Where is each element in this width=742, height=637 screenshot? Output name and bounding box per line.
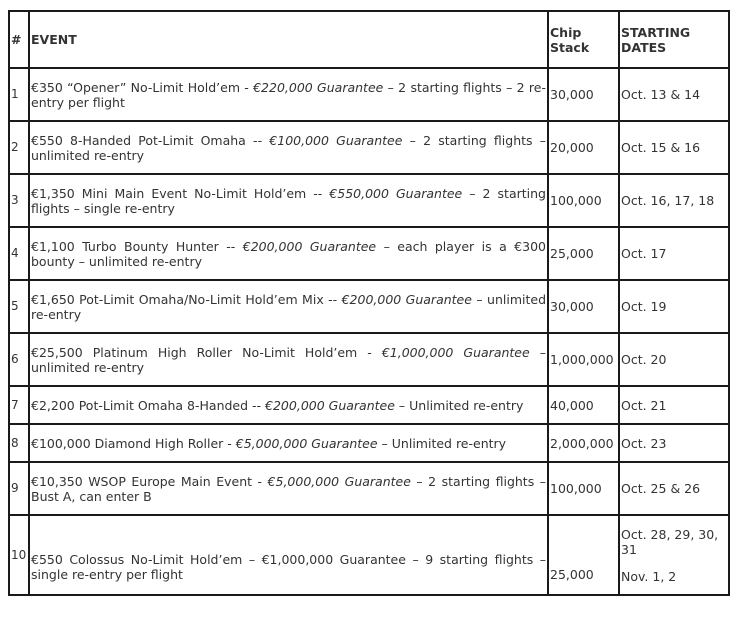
starting-dates [619, 515, 729, 595]
starting-dates: Oct. 21 [619, 386, 729, 424]
header-chip-stack: Chip Stack [548, 11, 619, 68]
event-description [29, 174, 548, 227]
event-description [29, 333, 548, 386]
event-details: – each player is a €300 bounty – unlimited re-entry [31, 238, 546, 269]
event-name: €1,650 Pot-Limit Omaha/No-Limit Hold’em Mix -- [31, 291, 342, 307]
chip-stack: 30,000 [548, 68, 619, 121]
starting-dates: Oct. 16, 17, 18 [619, 174, 729, 227]
chip-stack: 100,000 [548, 462, 619, 515]
event-description [29, 424, 548, 462]
chip-stack: 2,000,000 [548, 424, 619, 462]
header-starting-dates: STARTING DATES [619, 11, 729, 68]
event-description [29, 227, 548, 280]
table-row [9, 174, 729, 227]
table-row [9, 280, 729, 333]
event-number: 8 [9, 424, 29, 462]
starting-dates: Oct. 15 & 16 [619, 121, 729, 174]
event-name: €25,500 Platinum High Roller No-Limit Hold’em - [31, 344, 382, 360]
starting-dates: Oct. 17 [619, 227, 729, 280]
table-row [9, 386, 729, 424]
table-row [9, 227, 729, 280]
event-name: €1,350 Mini Main Event No-Limit Hold’em -- [31, 185, 330, 201]
chip-stack: 25,000 [548, 227, 619, 280]
event-name: €10,350 WSOP Europe Main Event - [31, 473, 268, 489]
chip-stack: 20,000 [548, 121, 619, 174]
chip-stack: 25,000 [548, 515, 619, 595]
event-guarantee: €220,000 Guarantee [253, 79, 384, 95]
event-name: €1,100 Turbo Bounty Hunter -- [31, 238, 243, 254]
event-description [29, 386, 548, 424]
event-details: – Unlimited re-entry [394, 397, 524, 413]
starting-dates: Oct. 25 & 26 [619, 462, 729, 515]
event-guarantee: €1,000,000 Guarantee [381, 344, 530, 360]
event-details: – 2 starting flights – Bust A, can enter B [31, 473, 546, 504]
event-guarantee: €200,000 Guarantee [265, 397, 395, 413]
starting-dates-line-1: Oct. 28, 29, 30, 31 [621, 526, 719, 557]
date-spacer [621, 557, 727, 569]
event-name: €100,000 Diamond High Roller - [31, 435, 236, 451]
chip-stack: 100,000 [548, 174, 619, 227]
table-row [9, 333, 729, 386]
event-details: – 2 starting flights – unlimited re-entry [31, 132, 547, 163]
event-number: 3 [9, 174, 29, 227]
header-event: EVENT [29, 11, 548, 68]
event-guarantee: €100,000 Guarantee [269, 132, 403, 148]
chip-stack: 30,000 [548, 280, 619, 333]
event-number: 6 [9, 333, 29, 386]
starting-dates: Oct. 19 [619, 280, 729, 333]
starting-dates: Oct. 20 [619, 333, 729, 386]
event-details: – 2 starting flights – 2 re-entry per flight [31, 79, 546, 110]
event-guarantee: €200,000 Guarantee [341, 291, 472, 307]
event-number: 1 [9, 68, 29, 121]
event-guarantee: €5,000,000 Guarantee [267, 473, 411, 489]
event-name: €2,200 Pot-Limit Omaha 8-Handed -- [31, 397, 266, 413]
starting-dates: Oct. 13 & 14 [619, 68, 729, 121]
event-guarantee: €550,000 Guarantee [329, 185, 463, 201]
event-description [29, 280, 548, 333]
chip-stack: 1,000,000 [548, 333, 619, 386]
event-number: 4 [9, 227, 29, 280]
event-details: – Unlimited re-entry [377, 435, 507, 451]
event-details: – unlimited re-entry [31, 291, 546, 322]
event-details: – unlimited re-entry [31, 344, 546, 375]
event-details: – 2 starting flights – single re-entry [31, 185, 546, 216]
event-number: 10 [9, 515, 29, 595]
header-row [9, 11, 729, 68]
header-num: # [9, 11, 29, 68]
event-number: 7 [9, 386, 29, 424]
chip-stack: 40,000 [548, 386, 619, 424]
event-guarantee: €5,000,000 Guarantee [235, 435, 378, 451]
event-description [29, 121, 548, 174]
event-description: €550 Colossus No-Limit Hold’em – €1,000,000 Guarantee – 9 starting flights – single re-entry per flight [29, 515, 548, 595]
table-row [9, 515, 729, 595]
event-name: €550 8-Handed Pot-Limit Omaha -- [31, 132, 270, 148]
table-row [9, 121, 729, 174]
table-row [9, 462, 729, 515]
table-row [9, 68, 729, 121]
starting-dates: Oct. 23 [619, 424, 729, 462]
event-description [29, 462, 548, 515]
event-number: 5 [9, 280, 29, 333]
event-number: 2 [9, 121, 29, 174]
event-number: 9 [9, 462, 29, 515]
table-body [9, 68, 729, 595]
events-table [8, 10, 730, 596]
table-row [9, 424, 729, 462]
event-description [29, 68, 548, 121]
events-table-container [8, 10, 730, 596]
event-name: €350 “Opener” No-Limit Hold’em - [31, 79, 254, 95]
table-header [9, 11, 729, 68]
starting-dates-line-2: Nov. 1, 2 [621, 568, 677, 584]
event-guarantee: €200,000 Guarantee [242, 238, 377, 254]
